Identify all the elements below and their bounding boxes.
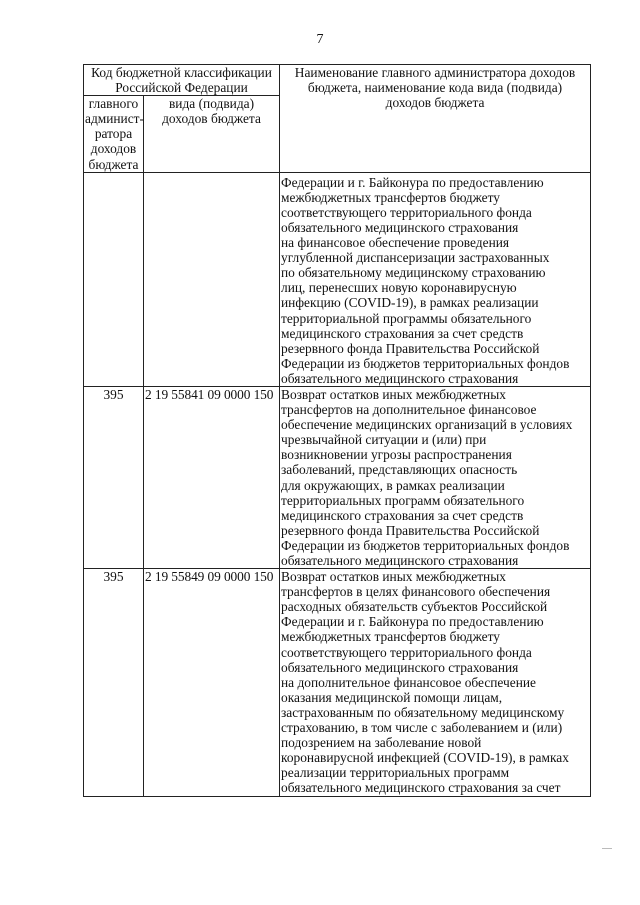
name-line: чрезвычайной ситуации и (или) при	[281, 432, 487, 448]
budget-classification-table	[83, 64, 591, 797]
header-line: Наименование главного администратора доходов	[294, 65, 576, 80]
name-line: расходных обязательств субъектов Российской	[281, 599, 548, 615]
name-line: обязательного медицинского страхования	[281, 219, 519, 235]
header-line: бюджета, наименование кода вида (подвида)	[307, 80, 563, 96]
header-line: Код бюджетной классификации	[91, 65, 272, 80]
name-line: резервного фонда Правительства Российской	[281, 340, 540, 356]
income-name-cell	[280, 386, 591, 568]
name-line: инфекцию (COVID-19), в рамках реализации	[281, 295, 539, 311]
header-line: Российской Федерации	[115, 80, 248, 96]
table-body	[84, 172, 591, 796]
income-name-cell	[280, 569, 591, 796]
name-line: возникновении угрозы распространения	[281, 447, 512, 463]
name-column-header	[280, 65, 591, 173]
table-row	[84, 386, 591, 568]
admin-column-header	[84, 96, 144, 172]
name-line: соответствующего территориального фонда	[281, 644, 532, 660]
header-line: админист-	[85, 111, 144, 127]
code-column-header	[144, 96, 280, 172]
name-line: межбюджетных трансфертов бюджету	[281, 189, 500, 205]
name-line: обязательного медицинского страхования за счет	[281, 780, 561, 796]
header-line: бюджета	[88, 156, 139, 172]
name-line: обязательного медицинского страхования	[281, 370, 519, 386]
header-line: доходов бюджета	[162, 111, 261, 127]
name-line: для окружающих, в рамках реализации	[281, 477, 505, 493]
income-type-code-cell: 2 19 55841 09 0000 150	[144, 386, 280, 568]
name-line: подозрением на заболевание новой	[281, 735, 482, 751]
header-line: доходов	[90, 141, 137, 157]
table-header	[84, 65, 591, 173]
name-line: территориальных программ обязательного	[281, 492, 525, 508]
admin-code-cell: 395	[84, 386, 144, 568]
scan-artifact	[602, 848, 612, 849]
admin-code-cell	[84, 172, 144, 386]
header-line: ратора	[94, 126, 133, 142]
name-line: трансфертов в целях финансового обеспечения	[281, 584, 551, 600]
name-line: Федерации из бюджетов территориальных фондов	[281, 355, 570, 371]
income-type-code-cell: 2 19 55849 09 0000 150	[144, 569, 280, 796]
admin-code-cell: 395	[84, 569, 144, 796]
header-line: главного	[88, 96, 139, 112]
name-line: территориальной программы обязательного	[281, 310, 532, 326]
name-line: на дополнительное финансовое обеспечение	[281, 674, 536, 690]
name-line: коронавирусной инфекцией (COVID-19), в рамках	[281, 750, 569, 766]
table-row	[84, 569, 591, 796]
name-line: Федерации из бюджетов территориальных фондов	[281, 537, 570, 553]
name-line: трансфертов на дополнительное финансовое	[281, 402, 537, 418]
name-line: застрахованным по обязательному медицинскому	[281, 704, 565, 720]
name-line: по обязательному медицинскому страхованию	[281, 265, 546, 281]
name-line: межбюджетных трансфертов бюджету	[281, 629, 500, 645]
page-number: 7	[316, 32, 324, 47]
name-line: обязательного медицинского страхования	[281, 553, 519, 568]
name-line: обязательного медицинского страхования	[281, 659, 519, 675]
name-line: лиц, перенесших новую коронавирусную	[281, 280, 517, 296]
name-line: Возврат остатков иных межбюджетных	[281, 569, 506, 585]
name-line: медицинского страхования за счет средств	[281, 507, 524, 523]
name-line: реализации территориальных программ	[281, 765, 510, 781]
name-line: заболеваний, представляющих опасность	[281, 462, 518, 478]
name-line: обеспечение медицинских организаций в условиях	[281, 417, 573, 433]
header-line: вида (подвида)	[168, 96, 255, 112]
header-line: доходов бюджета	[385, 95, 485, 111]
name-line: Возврат остатков иных межбюджетных	[281, 386, 506, 402]
budget-code-group-header	[84, 65, 280, 96]
name-line: страхованию, в том числе с заболеванием и (или)	[281, 720, 563, 736]
name-line: медицинского страхования за счет средств	[281, 325, 524, 341]
name-line: Федерации и г. Байконура по предоставлению	[281, 174, 544, 190]
name-line: Федерации и г. Байконура по предоставлению	[281, 614, 544, 630]
table-row	[84, 172, 591, 386]
name-line: углубленной диспансеризации застрахованных	[281, 250, 550, 266]
name-line: резервного фонда Правительства Российской	[281, 522, 540, 538]
name-line: на финансовое обеспечение проведения	[281, 235, 510, 251]
name-line: соответствующего территориального фонда	[281, 204, 532, 220]
name-line: оказания медицинской помощи лицам,	[281, 689, 503, 705]
income-type-code-cell	[144, 172, 280, 386]
income-name-cell	[280, 172, 591, 386]
